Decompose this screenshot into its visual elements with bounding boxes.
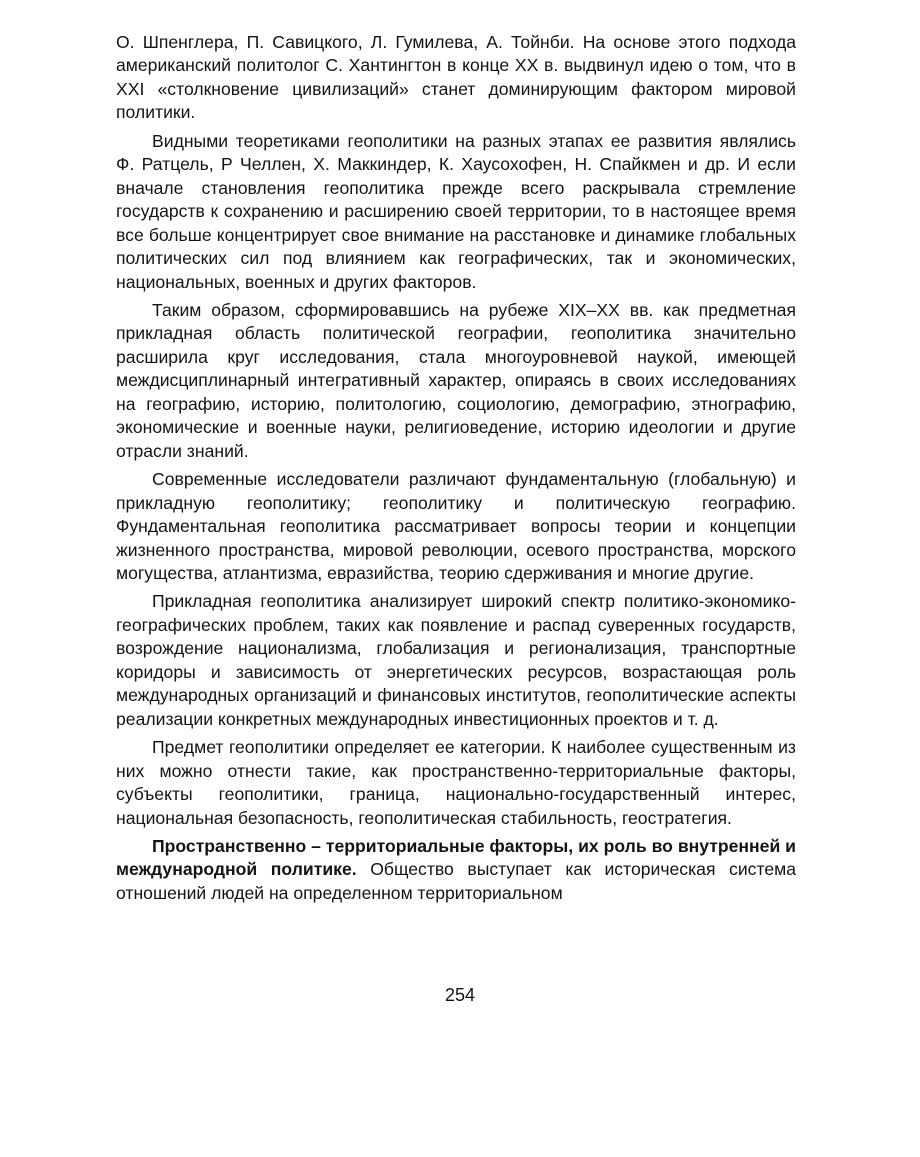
paragraph-6: Предмет геополитики определяет ее категории. К наиболее существенным из них можно отнести такие, как пространственно-территориальные факторы, субъекты геополитики, граница, национально-государственный интерес, национальная безопасность, геополитическая стабильность, геостратегия. — [116, 737, 796, 828]
paragraph-1: О. Шпенглера, П. Савицкого, Л. Гумилева, А. Тойнби. На основе этого подхода американский политолог С. Хантингтон в конце XX в. выдвинул идею о том, что в XXI «столкновение цивилизаций» станет доминирующим фактором мировой политики. — [116, 32, 796, 123]
paragraph-2: Видными теоретиками геополитики на разных этапах ее развития являлись Ф. Ратцель, Р Челлен, Х. Маккиндер, К. Хаусохофен, Н. Спайкмен и др. И если вначале становления геополитика прежде всего раскрывала стремление государств к сохранению и расширению своей территории, то в настоящее время все больше концентрирует свое внимание на расстановке и динамике глобальных политических сил под влиянием как географических, так и экономических, национальных, военных и других факторов. — [116, 130, 796, 292]
paragraph-7 — [116, 835, 796, 905]
body-text — [116, 31, 796, 905]
paragraph-5: Прикладная геополитика анализирует широкий спектр политико-экономико-географических проблем, таких как появление и распад суверенных государств, возрождение национализма, глобализация и регионaлизация, транспортные коридоры и зависимость от энергетических ресурсов, возрастающая роль международных организаций и финансовых институтов, геополитические аспекты реализации конкретных международных инвестиционных проектов и т. д. — [116, 591, 796, 729]
paragraph-4: Современные исследователи различают фундаментальную (глобальную) и прикладную геополитику; геополитику и политическую географию. Фундаментальная геополитика рассматривает вопросы теории и концепции жизненного пространства, мировой революции, осевого пространства, морского могущества, атлантизма, евразийства, теорию сдерживания и многие другие. — [116, 469, 796, 583]
section-heading-inline: Пространственно – территориальные факторы, их роль во внутренней и международной политике. — [116, 835, 796, 880]
paragraph-7-text: Общество выступает как историческая система отношений людей на определенном территориальном — [116, 859, 796, 903]
page-number: 254 — [444, 985, 476, 1005]
paragraph-3: Таким образом, сформировавшись на рубеже XIX–XX вв. как предметная прикладная область политической географии, геополитика значительно расширила круг исследования, стала многоуровневой наукой, имеющей междисциплинарный интегративный характер, опираясь в своих исследованиях на географию, историю, политологию, социологию, демографию, этнографию, экономические и военные науки, религиоведение, историю идеологии и другие отрасли знаний. — [116, 299, 796, 461]
